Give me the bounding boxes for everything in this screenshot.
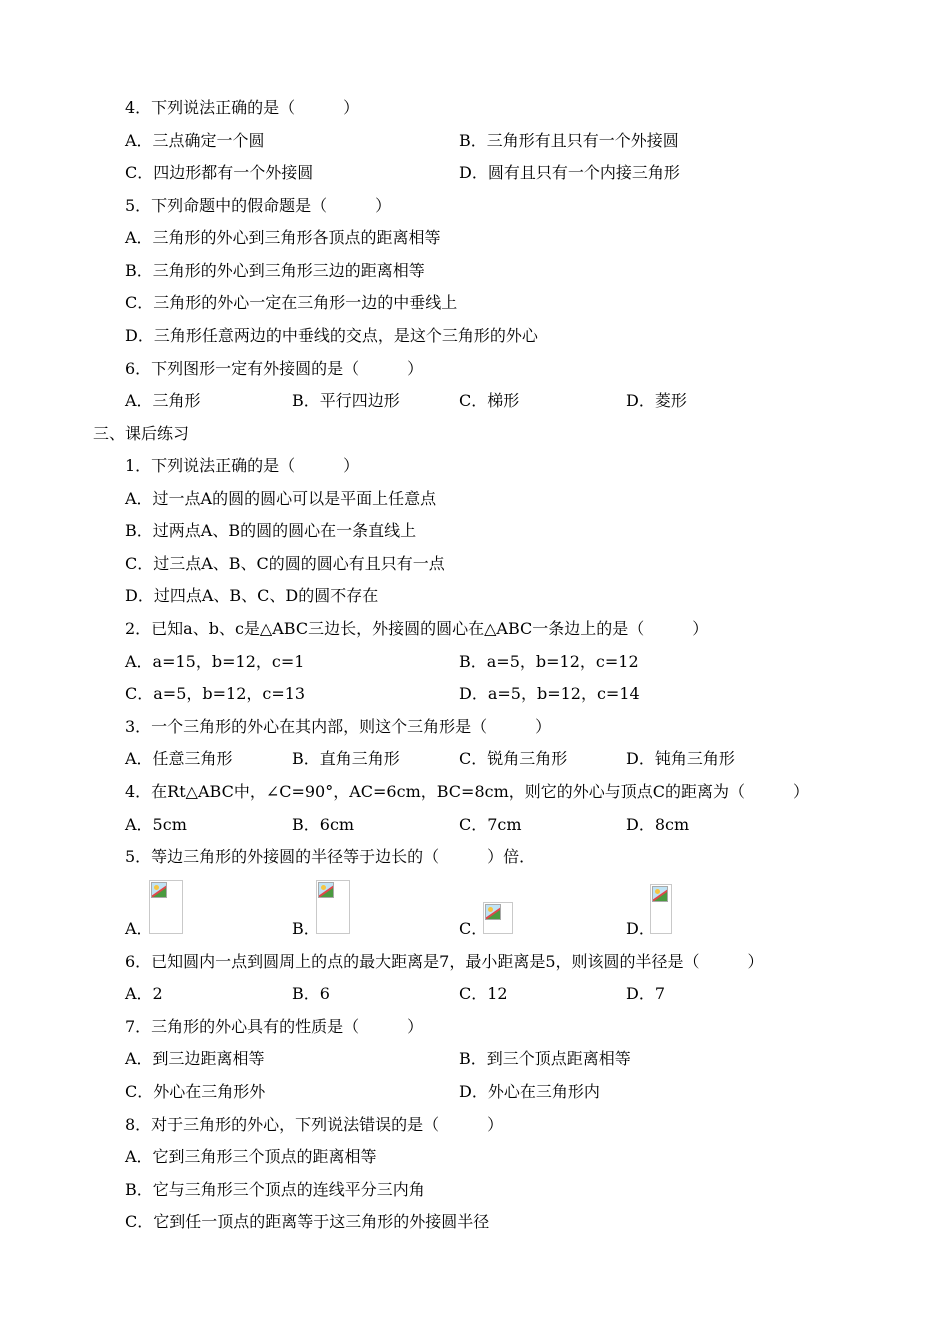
practice-6-option-a: A．2 xyxy=(125,984,163,1003)
question-5-option-c: C．三角形的外心一定在三角形一边的中垂线上 xyxy=(125,293,458,312)
question-4-option-a: A．三点确定一个圆 xyxy=(125,131,265,150)
practice-2-option-a: A．a=15，b=12，c=1 xyxy=(125,652,305,671)
practice-2-option-b: B．a=5，b=12，c=12 xyxy=(459,652,639,671)
question-6-option-d: D．菱形 xyxy=(626,391,687,410)
practice-1-option-d: D．过四点A、B、C、D的圆不存在 xyxy=(125,586,379,605)
question-6-stem: 6．下列图形一定有外接圆的是（ ） xyxy=(125,359,424,378)
question-4-option-b: B．三角形有且只有一个外接圆 xyxy=(459,131,679,150)
practice-7-option-b: B．到三个顶点距离相等 xyxy=(459,1049,631,1068)
practice-7-option-a: A．到三边距离相等 xyxy=(125,1049,265,1068)
question-4-option-d: D．圆有且只有一个内接三角形 xyxy=(459,163,680,182)
practice-3-option-b: B．直角三角形 xyxy=(292,749,400,768)
practice-4-option-d: D．8cm xyxy=(626,815,690,834)
practice-8-stem: 8．对于三角形的外心，下列说法错误的是（ ） xyxy=(125,1115,504,1134)
question-5-option-a: A．三角形的外心到三角形各顶点的距离相等 xyxy=(125,228,441,247)
practice-5-stem: 5．等边三角形的外接圆的半径等于边长的（ ）倍． xyxy=(125,847,536,866)
practice-8-option-c: C．它到任一顶点的距离等于这三角形的外接圆半径 xyxy=(125,1212,490,1231)
practice-7-option-c: C．外心在三角形外 xyxy=(125,1082,266,1101)
question-4-option-c: C．四边形都有一个外接圆 xyxy=(125,163,314,182)
practice-3-stem: 3．一个三角形的外心在其内部，则这个三角形是（ ） xyxy=(125,717,552,736)
practice-1-option-a: A．过一点A的圆的圆心可以是平面上任意点 xyxy=(125,489,437,508)
practice-3-option-c: C．锐角三角形 xyxy=(459,749,568,768)
practice-4-option-a: A．5cm xyxy=(125,815,187,834)
question-5-option-d: D．三角形任意两边的中垂线的交点，是这个三角形的外心 xyxy=(125,326,538,345)
broken-image-icon xyxy=(483,902,513,934)
practice-2-option-d: D．a=5，b=12，c=14 xyxy=(459,684,640,703)
question-5-option-b: B．三角形的外心到三角形三边的距离相等 xyxy=(125,261,425,280)
practice-3-option-d: D．钝角三角形 xyxy=(626,749,735,768)
practice-1-stem: 1．下列说法正确的是（ ） xyxy=(125,456,360,475)
practice-8-option-b: B．它与三角形三个顶点的连线平分三内角 xyxy=(125,1180,425,1199)
practice-4-stem: 4．在Rt△ABC中，∠C=90°，AC=6cm，BC=8cm，则它的外心与顶点C的距离为（ ） xyxy=(125,782,810,801)
question-4-stem: 4．下列说法正确的是（ ） xyxy=(125,98,360,117)
practice-5-option-a: A． xyxy=(125,919,153,938)
section-heading: 三、课后练习 xyxy=(93,424,190,443)
practice-2-option-c: C．a=5，b=12，c=13 xyxy=(125,684,306,703)
practice-4-option-c: C．7cm xyxy=(459,815,522,834)
practice-7-option-d: D．外心在三角形内 xyxy=(459,1082,600,1101)
practice-1-option-c: C．过三点A、B、C的圆的圆心有且只有一点 xyxy=(125,554,445,573)
question-5-stem: 5．下列命题中的假命题是（ ） xyxy=(125,196,392,215)
broken-image-icon xyxy=(149,880,183,934)
practice-1-option-b: B．过两点A、B的圆的圆心在一条直线上 xyxy=(125,521,417,540)
practice-5-option-c: C． xyxy=(459,919,488,938)
practice-6-option-d: D．7 xyxy=(626,984,666,1003)
practice-5-option-b: B． xyxy=(292,919,320,938)
question-6-option-c: C．梯形 xyxy=(459,391,520,410)
practice-5-option-d: D． xyxy=(626,919,655,938)
practice-7-stem: 7．三角形的外心具有的性质是（ ） xyxy=(125,1017,424,1036)
question-6-option-b: B．平行四边形 xyxy=(292,391,400,410)
practice-6-option-b: B．6 xyxy=(292,984,330,1003)
practice-6-stem: 6．已知圆内一点到圆周上的点的最大距离是7，最小距离是5，则该圆的半径是（ ） xyxy=(125,952,764,971)
practice-2-stem: 2．已知a、b、c是△ABC三边长，外接圆的圆心在△ABC一条边上的是（ ） xyxy=(125,619,709,638)
practice-4-option-b: B．6cm xyxy=(292,815,355,834)
practice-8-option-a: A．它到三角形三个顶点的距离相等 xyxy=(125,1147,377,1166)
broken-image-icon xyxy=(316,880,350,934)
practice-3-option-a: A．任意三角形 xyxy=(125,749,233,768)
practice-6-option-c: C．12 xyxy=(459,984,508,1003)
question-6-option-a: A．三角形 xyxy=(125,391,201,410)
